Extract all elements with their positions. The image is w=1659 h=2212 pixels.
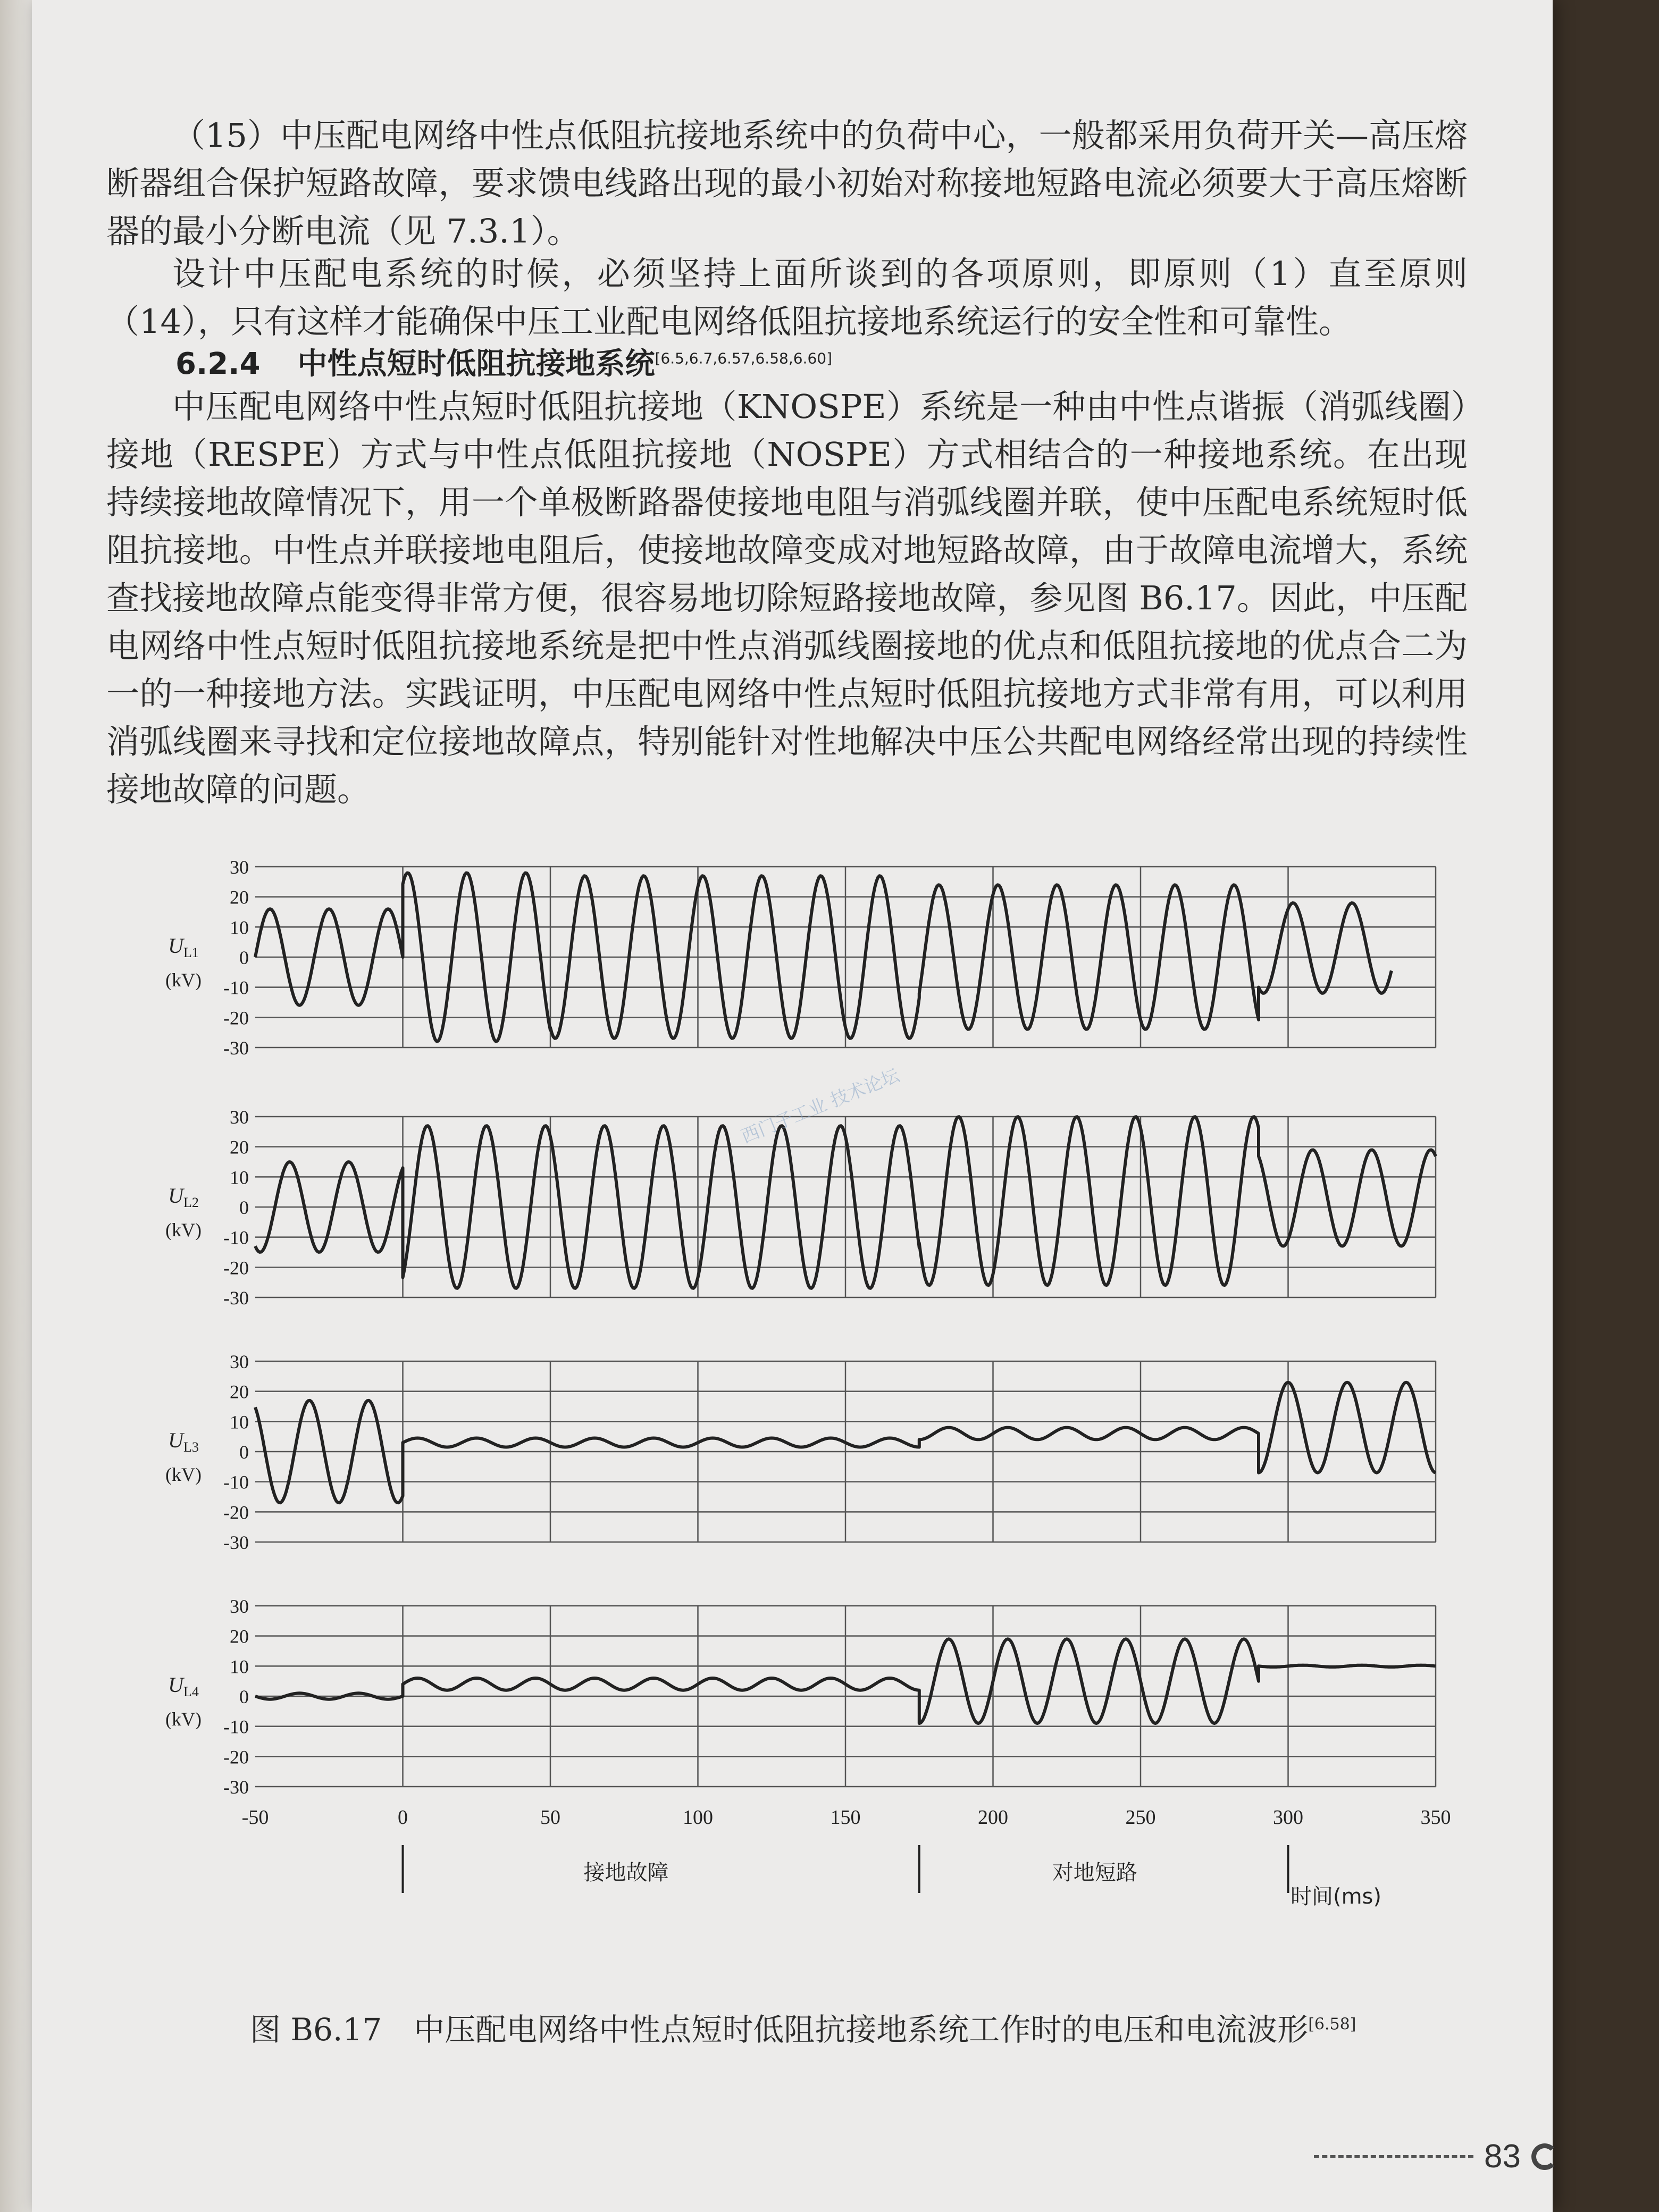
section-title: 中性点短时低阻抗接地系统 — [297, 347, 655, 381]
panel-L4-y-axis-label: $U_{L4}$ — [168, 1673, 199, 1699]
panel-L2-y-unit-label: (kV) — [165, 1219, 202, 1241]
x-tick-label: 200 — [978, 1806, 1008, 1829]
panel-L4-y-tick-label: -30 — [223, 1777, 249, 1798]
figure-title: 中压配电网络中性点短时低阻抗接地系统工作时的电压和电流波形 — [414, 2012, 1309, 2048]
x-tick-label: 250 — [1125, 1806, 1156, 1829]
panel-L3-y-axis-label: $U_{L3}$ — [168, 1428, 199, 1455]
panel-L1-y-tick-label: -30 — [223, 1037, 249, 1059]
watermark: 西门子工业 技术论坛 — [738, 1065, 903, 1148]
panel-L1-y-unit-label: (kV) — [165, 969, 202, 991]
figure-caption — [250, 2005, 1356, 2049]
panel-L2-y-tick-label: -30 — [223, 1287, 249, 1309]
panel-L3-y-tick-label: 10 — [230, 1411, 249, 1433]
panel-L3-y-tick-label: -30 — [223, 1532, 249, 1553]
panel-L4-y-tick-label: 10 — [230, 1656, 249, 1678]
panel-L1-y-tick-label: 0 — [239, 947, 249, 968]
x-tick-label: 300 — [1273, 1806, 1303, 1829]
event-label: 接地故障 — [583, 1861, 669, 1885]
footer-dashed-line — [1314, 2155, 1473, 2158]
x-tick-label: 0 — [398, 1806, 408, 1829]
x-tick-label: 50 — [540, 1806, 560, 1829]
panel-L4-y-tick-label: 30 — [230, 1596, 249, 1617]
panel-L2-y-tick-label: 20 — [230, 1136, 249, 1158]
page-number: 83 — [1484, 2138, 1521, 2175]
x-tick-label: 150 — [830, 1806, 861, 1829]
panel-L4-y-tick-label: 20 — [230, 1626, 249, 1647]
panel-L3-y-tick-label: -10 — [223, 1471, 249, 1493]
page-footer — [1314, 2138, 1558, 2175]
panel-L4-y-tick-label: -10 — [223, 1716, 249, 1738]
panel-L3-y-unit-label: (kV) — [165, 1464, 202, 1485]
panel-L3-y-tick-label: 0 — [239, 1442, 249, 1463]
x-tick-label: -50 — [241, 1806, 269, 1829]
panel-L1-y-tick-label: -20 — [223, 1007, 249, 1029]
event-label: 对地短路 — [1052, 1861, 1137, 1885]
panel-L2-y-tick-label: 0 — [239, 1197, 249, 1218]
panel-L4-y-unit-label: (kV) — [165, 1708, 202, 1730]
panel-L3-y-tick-label: 20 — [230, 1381, 249, 1403]
panel-L2-y-tick-label: 30 — [230, 1107, 249, 1128]
panel-L1-y-tick-label: 10 — [230, 917, 249, 939]
panel-L1-y-tick-label: 30 — [230, 857, 249, 878]
event-label: 时间(ms) — [1290, 1884, 1382, 1909]
section-refs: [6.5,6.7,6.57,6.58,6.60] — [655, 349, 832, 367]
paragraph-knospe: 中压配电网络中性点短时低阻抗接地（KNOSPE）系统是一种由中性点谐振（消弧线圈）接地（RESPE）方式与中性点低阻抗接地（NOSPE）方式相结合的一种接地系统。在出现持续接地故障情况下，用一个单极断路器使接地电阻与消弧线圈并联，使中压配电系统短时低阻抗接地。中性点并联接地电阻后，使接地故障变成对地短路故障，由于故障电流增大，系统查找接地故障点能变得非常方便，很容易地切除短路接地故障，参见图 B6.17。因此，中压配电网络中性点短时低阻抗接地系统是把中性点消弧线圈接地的优点和低阻抗接地的优点合二为一的一种接地方法。实践证明，中压配电网络中性点短时低阻抗接地方式非常有用，可以利用消弧线圈来寻找和定位接地故障点，特别能针对性地解决中压公共配电网络经常出现的持续性接地故障的问题。 — [106, 387, 1468, 809]
x-tick-label: 100 — [683, 1806, 713, 1829]
publisher-logo-icon — [1531, 2143, 1558, 2170]
paragraph-design-principles: 设计中压配电系统的时候，必须坚持上面所谈到的各项原则，即原则（1）直至原则（14），只有这样才能确保中压工业配电网络低阻抗接地系统运行的安全性和可靠性。 — [106, 254, 1468, 341]
panel-L2-y-tick-label: -10 — [223, 1227, 249, 1249]
panel-L2-y-tick-label: -20 — [223, 1257, 249, 1279]
figure-number: 图 B6.17 — [250, 2012, 382, 2048]
paragraph-15-text: （15）中压配电网络中性点低阻抗接地系统中的负荷中心，一般都采用负荷开关—高压熔断器组合保护短路故障，要求馈电线路出现的最小初始对称接地短路电流必须要大于高压熔断器的最小分断电流（见 7.3.1）。 — [106, 116, 1468, 250]
x-tick-label: 350 — [1420, 1806, 1451, 1829]
panel-L1-y-tick-label: -10 — [223, 977, 249, 999]
panel-L3-y-tick-label: 30 — [230, 1351, 249, 1372]
figure-ref: [6.58] — [1308, 2015, 1356, 2034]
panel-L1-y-axis-label: $U_{L1}$ — [168, 934, 199, 960]
panel-L1-y-tick-label: 20 — [230, 886, 249, 908]
panel-L4-y-tick-label: 0 — [239, 1686, 249, 1707]
panel-L2-y-axis-label: $U_{L2}$ — [168, 1184, 199, 1210]
panel-L2-y-tick-label: 10 — [230, 1167, 249, 1188]
section-number: 6.2.4 — [175, 347, 261, 381]
panel-L3-y-tick-label: -20 — [223, 1502, 249, 1523]
panel-L4-y-tick-label: -20 — [223, 1746, 249, 1768]
